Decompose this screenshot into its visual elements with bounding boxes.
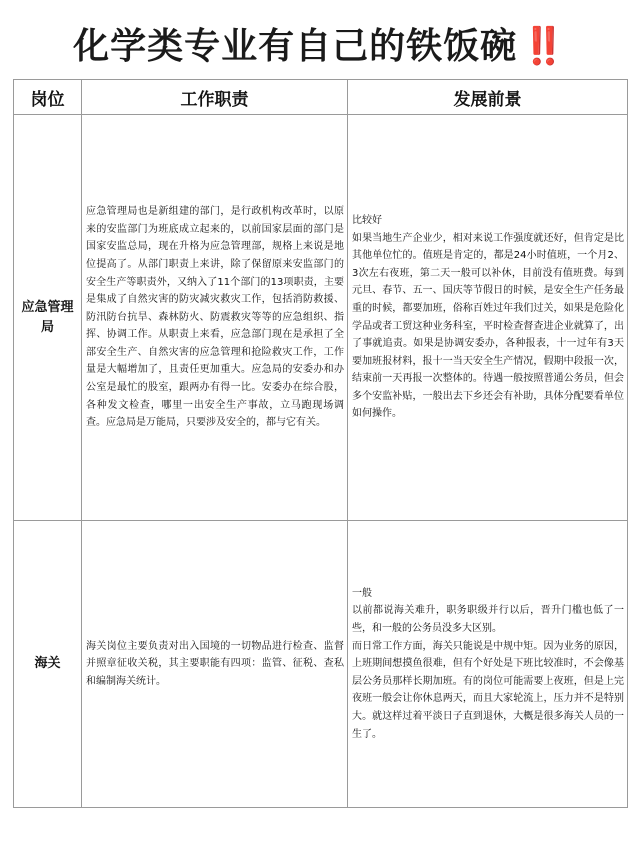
position-label: 应急管理局 xyxy=(21,299,74,335)
prospect-rating: 比较好 xyxy=(352,214,382,226)
position-cell xyxy=(14,115,82,521)
title-text: 化学类专业有自己的铁饭碗 xyxy=(73,26,518,67)
prospect-text: 如果当地生产企业少，相对来说工作强度就还好，但肯定是比其他单位忙的。值班是肯定的，都是24小时值班，一个月2、3次左右夜班，第二天一般可以补休，目前没有值班费。每到元旦、春节、五一、国庆等节假日的时候，是安全生产任务最重的时候，都要加班，俗称百姓过年我们过关，如果是危险化学品或者工贸这种业务科室，平时检查督查进企业就算了，出了事就追责。如果是协调安委办，各种报表，十一过年有3天要加班报材料，报十一当天安全生产情况，假期中段报一次，结束前一天再报一次整体的。待遇一般按照普通公务员，但会多个安监补贴，一般出去下乡还会有补助，具体分配要看单位如何操作。 xyxy=(352,232,624,420)
header-duties: 工作职责 xyxy=(82,80,348,115)
comparison-table xyxy=(13,79,628,808)
table-row xyxy=(14,115,628,521)
prospect-text: 而日常工作方面，海关只能说是中规中矩。因为业务的原因，上班期间想摸鱼很难，但有个好处是下班比较准时，不会像基层公务员那样长期加班。有的岗位可能需要上夜班，但是上完夜班一般会让你休息两天，而且大家轮流上，压力并不是特别大。就这样过着平淡日子直到退休，大概是很多海关人员的一生了。 xyxy=(352,640,624,740)
position-cell xyxy=(14,521,82,808)
header-position: 岗位 xyxy=(14,80,82,115)
page-title xyxy=(0,18,640,69)
prospect-text: 以前都说海关难升，职务职级并行以后，晋升门槛也低了一些，和一般的公务员没多大区别。 xyxy=(352,605,624,635)
duties-cell xyxy=(82,115,348,521)
header-prospect: 发展前景 xyxy=(348,80,628,115)
duties-text: 海关岗位主要负责对出入国境的一切物品进行检查、监督并照章征收关税，其主要职能有四项：监管、征税、查私和编制海关统计。 xyxy=(86,640,344,687)
double-exclamation-icon: ‼️ xyxy=(521,26,567,67)
table-row xyxy=(14,521,628,808)
position-label: 海关 xyxy=(34,656,61,671)
prospect-cell xyxy=(348,521,628,808)
prospect-cell xyxy=(348,115,628,521)
prospect-rating: 一般 xyxy=(352,587,372,599)
header-row xyxy=(14,80,628,115)
duties-cell xyxy=(82,521,348,808)
duties-text: 应急管理局也是新组建的部门，是行政机构改革时，以原来的安监部门为班底成立起来的，以前国家层面的部门是国家安监总局，现在升格为应急管理部，规格上来说是地位提高了。从部门职责上来讲，除了保留原来安监部门的安全生产等职责外，又纳入了11个部门的13项职责，主要是集成了自然灾害的防灾减灾救灾工作，包括消防救援、防汛防台抗旱、森林防火、防震救灾等等的应急组织、指挥、协调工作。从职责上来看，应急部门现在是承担了全部安全生产、自然灾害的应急管理和抢险救灾工作，工作量是大幅增加了，且责任更加重大。应急局的安委办和办公室是最忙的股室，跟两办有得一比。安委办在综合股，各种发文检查，哪里一出安全生产事故，立马跑现场调查。应急局是万能局，只要涉及安全的，都与它有关。 xyxy=(86,206,344,429)
